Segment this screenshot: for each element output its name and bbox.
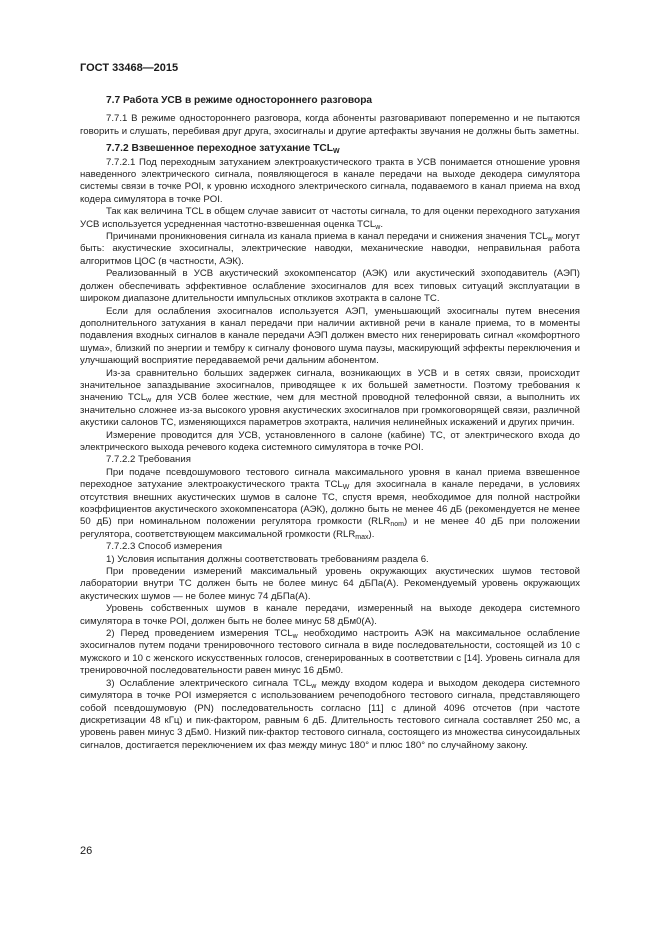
paragraph-method-1b: При проведении измерений максимальный уровень окружающих акустических шумов тестовой лаборатории внутри ТС должен быть не более минус 64 дБПа(А). Рекомендуемый уровень окружающих акустических шумов — не более минус 74 дБПа(А). xyxy=(80,566,580,602)
document-body xyxy=(80,95,580,752)
paragraph-method-1c: Уровень собственных шумов в канале передачи, измеренный на выходе декодера системного симулятора в точке POI, должен быть не более минус 58 дБм0(А). xyxy=(80,603,580,627)
paragraph-requirements: При подаче псевдошумового тестового сигнала максимального уровня в канал приема взвешенное переходное затухание электроакустического тракта $TCL_W$ для эхосигнала в канале передачи, в условиях отсутствия внешних акустических шумов в салоне ТС, спустя время, необходимое для полной настройки коэффициентов акустического эхокомпенсатора (АЭК), должно быть не менее 46 дБ (рекомендуется не менее 50 дБ) при номинальном положении регулятора громкости $(RLR_{nom})$ и не менее 40 дБ при положении регулятора, соответствующем максимальной громкости $(RLR_{max})$. xyxy=(80,466,580,541)
paragraph-measurement: Измерение проводится для УСВ, установленного в салоне (кабине) ТС, от электрического входа до электрического выхода речевого кодека системного симулятора в точке POI. xyxy=(80,429,580,453)
paragraph-method-1: 1) Условия испытания должны соответствовать требованиям раздела 6. xyxy=(106,553,429,565)
paragraph-tcl-frequency: Так как величина TCL в общем случае зависит от частоты сигнала, то для оценки переходного затухания УСВ используется усредненная частотно-взвешенная оценка $TCL_w$. xyxy=(80,206,580,231)
paragraph-method-3: 3) Ослабление электрического сигнала $TCL_w$ между входом кодера и выходом декодера системного симулятора в точке POI измеряется с использованием речеподобного тестового сигнала, представляющего собой псевдошумовую (PN) последовательность согласно [11] с длиной 4096 отсчетов (при частоте дискретизации 48 кГц) и пик-фактором, равным 6 дБ. Длительность тестового сигнала составляет 250 мс, а уровень равен минус 3 дБм0. Низкий пик-фактор тестового сигнала, состоящего из множества синусоидальных сигналов, достигается переключением их фаз между минус 180° и плюс 180° по случайному закону. xyxy=(80,677,580,751)
standard-header: ГОСТ 33468—2015 xyxy=(80,62,179,74)
paragraph-7-7-1: 7.7.1 В режиме одностороннего разговора, когда абоненты разговаривают попеременно и не пытаются говорить и слушать, перебивая друг друга, эхосигналы и другие артефакты звучания не должны быть заметны. xyxy=(80,113,580,137)
subsection-heading: 7.7.2 Взвешенное переходное затухание $TCL_W$ xyxy=(106,143,340,156)
paragraph-7-7-2-1: 7.7.2.1 Под переходным затуханием электроакустического тракта в УСВ понимается отношение уровня наведенного электрического сигнала, появляющегося в канале передачи на выходе декодера симулятора системы связи в точке POI, к уровню исходного электрического сигнала, подаваемого в канал приема на вход кодера симулятора в точке POI. xyxy=(80,156,580,205)
paragraph-delay: Из-за сравнительно больших задержек сигнала, возникающих в УСВ и в сетях связи, происходит значительное запаздывание эхосигналов, приводящее к их большей заметности. Поэтому требования к значению $TCL_w$ для УСВ более жесткие, чем для местной проводной телефонной связи, а выполнить их значительно сложнее из-за высокого уровня акустических эхосигналов при громкоговорящей связи, различной акустики салонов ТС, изменяющихся параметров эхотракта, наличия нелинейных искажений и других причин. xyxy=(80,367,580,429)
page-number: 26 xyxy=(80,845,93,857)
paragraph-aep: Если для ослабления эхосигналов используется АЭП, уменьшающий эхосигналы путем внесения дополнительного затухания в канал передачи при наличии активной речи в канале приема, то в моменты подавления входных сигналов в канале передачи АЭП должен вместо них генерировать сигнал «комфортного шума», близкий по энергии и тембру к сигналу фонового шума паузы, маскирующий эффекты переключения и улучшающий восприятие передаваемой речи дальним абонентом. xyxy=(80,305,580,367)
paragraph-7-7-2-3-heading: 7.7.2.3 Способ измерения xyxy=(106,541,223,553)
paragraph-causes: Причинами проникновения сигнала из канала приема в канал передачи и снижения значения $TCL_w$ могут быть: акустические эхосигналы, электрические наводки, механические наводки, неправильная работа алгоритмов ЦОС (в частности, АЭК). xyxy=(80,231,580,267)
paragraph-7-7-2-2-heading: 7.7.2.2 Требования xyxy=(106,454,191,466)
paragraph-method-2: 2) Перед проведением измерения $TCL_w$ необходимо настроить АЭК на максимальное ослабление эхосигналов путем подачи тренировочного тестового сигнала в виде последовательности, состоящей из 10 с мужского и 10 с женского искусственных голосов, сгенерированных в соответствии с [14]. Уровень сигнала для тренировочной последовательности равен минус 16 дБм0. xyxy=(80,628,581,677)
section-heading: 7.7 Работа УСВ в режиме одностороннего разговора xyxy=(106,95,373,106)
paragraph-aec: Реализованный в УСВ акустический эхокомпенсатор (АЭК) или акустический эхоподавитель (АЭП) должен обеспечивать эффективное ослабление эхосигналов для всех типовых ситуаций эксплуатации в широком диапазоне длительности импульсных откликов эхотракта в салоне ТС. xyxy=(80,268,580,305)
